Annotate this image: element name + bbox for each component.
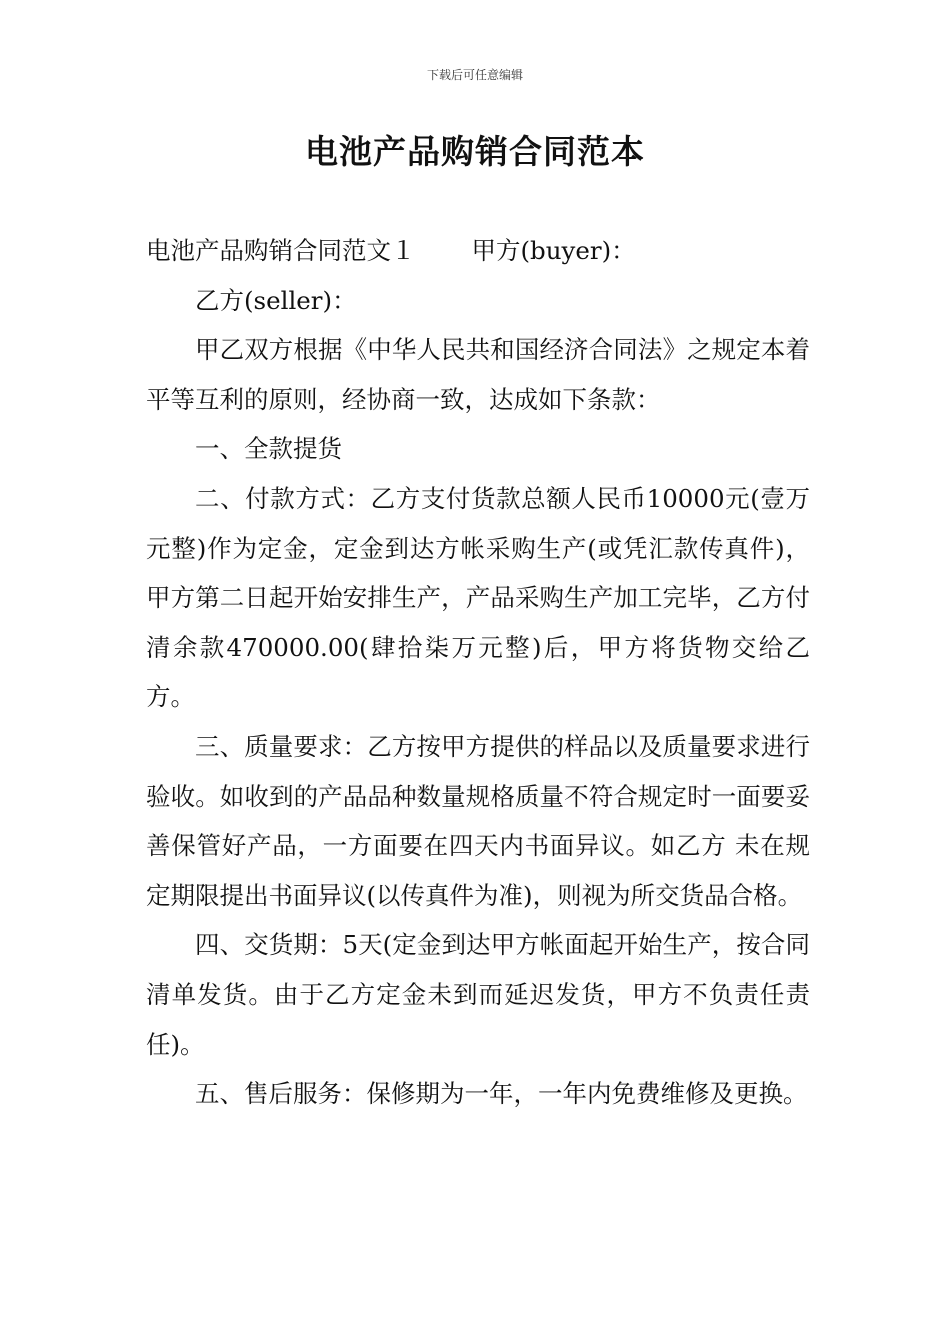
paragraph-clause-1: 一、全款提货	[195, 434, 342, 464]
paragraph-clause-3: 三、质量要求：乙方按甲方提供的样品以及质量要求进行验收。如收到的产品品种数量规格质量不符合规定时一面要妥善保管好产品，一方面要在四天内书面异议。如乙方 未在规定期限提出书面异议(以传真件为准)，则视为所交货品合格。	[146, 731, 810, 910]
page-header-note: 下载后可任意编辑	[426, 68, 523, 82]
document-body	[146, 226, 810, 1119]
contract-label: 电池产品购销合同范文１	[146, 236, 416, 265]
first-line	[146, 226, 810, 276]
paragraph-clause-4: 四、交货期：5天(定金到达甲方帐面起开始生产，按合同清单发货。由于乙方定金未到而延迟发货，甲方不负责任责任)。	[146, 930, 810, 1059]
paragraph-clause-5: 五、售后服务：保修期为一年，一年内免费维修及更换。	[195, 1079, 808, 1109]
paragraph-party-b: 乙方(seller)：	[195, 285, 357, 315]
party-a-label: 甲方(buyer)：	[471, 236, 636, 265]
paragraph-preamble: 甲乙双方根据《中华人民共和国经济合同法》之规定本着平等互利的原则，经协商一致，达成如下条款：	[146, 335, 810, 414]
document-title: 电池产品购销合同范本	[305, 132, 645, 171]
paragraph-clause-2: 二、付款方式：乙方支付货款总额人民币10000元(壹万元整)作为定金，定金到达方帐采购生产(或凭汇款传真件)，甲方第二日起开始安排生产，产品采购生产加工完毕，乙方付清余款470000.00(肆拾柒万元整)后，甲方将货物交给乙方。	[146, 483, 810, 712]
